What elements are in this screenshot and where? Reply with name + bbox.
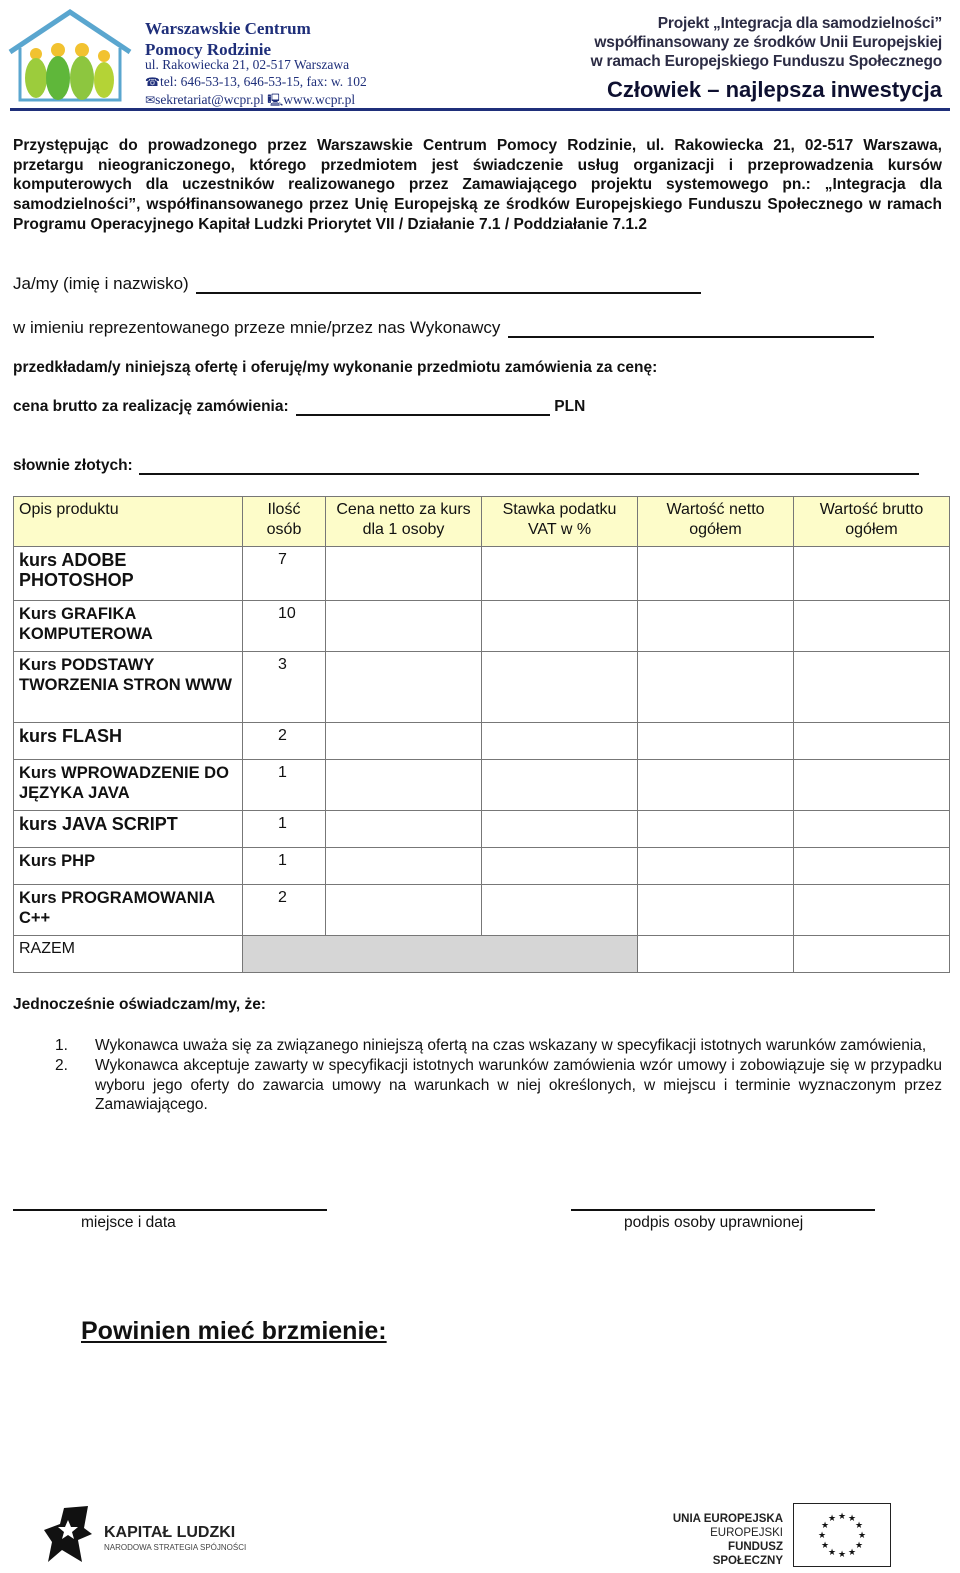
project-info [591,14,942,71]
list-item-number: 1. [55,1037,68,1054]
wcpr-logo [6,8,134,106]
eu-line1: UNIA EUROPEJSKA [672,1513,783,1525]
eu-flag [793,1503,891,1567]
list-item [13,1036,942,1056]
signature-label: podpis osoby uprawnionej [624,1214,804,1231]
svg-text:★: ★ [857,1531,867,1541]
vat-cell[interactable] [482,848,638,885]
svg-text:★: ★ [854,1521,864,1531]
words-row [13,457,919,475]
org-phone: tel: 646-53-13, 646-53-15, fax: w. 102 [159,74,367,89]
name-label: Ja/my (imię i nazwisko) [13,274,189,293]
signature-line[interactable] [571,1209,875,1211]
contractor-label: w imieniu reprezentowanego przeze mnie/przez nas Wykonawcy [13,318,501,337]
svg-text:★: ★ [817,1531,827,1541]
table-row [14,723,950,760]
project-line2: współfinansowany ze środków Unii Europejskiej [594,34,942,51]
eu-line2: EUROPEJSKI [710,1527,783,1539]
table-header-row [14,497,950,547]
net-price-cell[interactable] [326,848,482,885]
phone-icon: ☎ [145,75,160,89]
net-price-cell[interactable] [326,601,482,652]
kapital-ludzki-logo [44,1506,264,1566]
list-item [13,1056,942,1115]
kl-title: KAPITAŁ LUDZKI [104,1524,236,1541]
svg-text:★: ★ [847,1514,857,1524]
project-line3: w ramach Europejskiego Funduszu Społecznego [590,53,942,70]
vat-cell[interactable] [482,811,638,848]
table-row [14,547,950,601]
gross-total-cell[interactable] [794,601,950,652]
gross-total-cell[interactable] [794,848,950,885]
net-total-cell[interactable] [638,848,794,885]
net-total-cell[interactable] [638,885,794,936]
gross-total-cell[interactable] [794,652,950,723]
product-qty: 3 [243,652,326,723]
net-price-cell[interactable] [326,723,482,760]
product-qty: 1 [243,760,326,811]
gross-price-field[interactable] [296,398,550,416]
vat-cell[interactable] [482,601,638,652]
gross-total-cell[interactable] [794,760,950,811]
vat-cell[interactable] [482,652,638,723]
header-product: Opis produktu [14,497,243,547]
header-net-total: Wartość netto ogółem [638,497,794,547]
table-row [14,652,950,723]
currency-label: PLN [554,398,586,415]
org-name [145,18,311,60]
contractor-field[interactable] [508,318,874,338]
header-qty: Ilość osób [243,497,326,547]
table-row [14,601,950,652]
net-price-cell[interactable] [326,885,482,936]
contractor-field-row [13,318,874,338]
net-total-cell[interactable] [638,811,794,848]
org-email[interactable]: sekretariat@wcpr.pl [155,92,264,107]
net-price-cell[interactable] [326,811,482,848]
mail-icon: ✉ [145,93,156,107]
product-name: Kurs PROGRAMOWANIA C++ [14,885,243,936]
gross-total-cell[interactable] [794,547,950,601]
name-field-row [13,274,701,294]
words-field[interactable] [139,457,919,475]
product-qty: 2 [243,723,326,760]
net-price-cell[interactable] [326,760,482,811]
gross-price-row [13,398,585,416]
declaration-title: Jednocześnie oświadczam/my, że: [13,996,266,1013]
total-disabled-cell [243,936,638,973]
org-contact [145,56,367,109]
eu-text [655,1512,783,1568]
svg-text:★: ★ [820,1541,830,1551]
list-item-text: Wykonawca akceptuje zawarty w specyfikacji istotnych warunków zamówienia wzór umowy i zobowiązuje się w przypadku wyboru jego oferty do zawarcia umowy na warunkach w niej określonych, w miejscu i terminie wyznaczonym przez Zamawiającego. [95,1056,942,1114]
product-name: Kurs PODSTAWY TWORZENIA STRON WWW [14,652,243,723]
table-row [14,885,950,936]
eu-stars-icon [794,1504,890,1566]
total-gross-cell[interactable] [794,936,950,973]
gross-total-cell[interactable] [794,885,950,936]
vat-cell[interactable] [482,723,638,760]
net-total-cell[interactable] [638,547,794,601]
vat-cell[interactable] [482,547,638,601]
words-label: słownie złotych: [13,457,133,474]
table-row [14,848,950,885]
product-qty: 7 [243,547,326,601]
svg-text:★: ★ [837,1550,847,1560]
list-item-text: Wykonawca uważa się za związanego niniejszą ofertą na czas wskazany w specyfikacji istotnych warunków zamówienia, [95,1037,927,1054]
intro-paragraph: Przystępując do prowadzonego przez Warszawskie Centrum Pomocy Rodzinie, ul. Rakowiecka 21, 02-517 Warszawa, przetargu nieograniczonego, którego przedmiotem jest świadczenie usług organizacji i przeprowadzenia kursów komputerowych dla uczestników realizowanego przez Zamawiającego projektu systemowego pn.: „Integracja dla samodzielności”, współfinansowanego przez Unię Europejską ze środków Europejskiego Funduszu Społecznego w ramach Programu Operacyjnego Kapitał Ludzki Priorytet VII / Działanie 7.1 / Poddziałanie 7.1.2 [13,137,942,233]
product-name: kurs JAVA SCRIPT [14,811,243,848]
slogan: Człowiek – najlepsza inwestycja [606,77,942,102]
product-qty: 10 [243,601,326,652]
svg-text:★: ★ [820,1521,830,1531]
net-price-cell[interactable] [326,547,482,601]
net-total-cell[interactable] [638,723,794,760]
place-date-line[interactable] [13,1209,327,1211]
net-total-cell[interactable] [638,601,794,652]
vat-cell[interactable] [482,760,638,811]
product-name: Kurs GRAFIKA KOMPUTEROWA [14,601,243,652]
product-name: Kurs WPROWADZENIE DO JĘZYKA JAVA [14,760,243,811]
total-net-cell[interactable] [638,936,794,973]
gross-total-cell[interactable] [794,723,950,760]
net-total-cell[interactable] [638,760,794,811]
header-divider [10,108,950,111]
product-qty: 2 [243,885,326,936]
product-name: Kurs PHP [14,848,243,885]
project-line1: Projekt „Integracja dla samodzielności” [657,15,942,32]
org-address: ul. Rakowiecka 21, 02-517 Warszawa [145,57,350,72]
house-family-logo-icon [6,8,134,106]
should-read-heading: Powinien mieć brzmienie: [81,1317,387,1345]
svg-text:★: ★ [847,1548,857,1558]
svg-text:★: ★ [837,1512,847,1522]
org-website[interactable]: www.wcpr.pl [283,92,356,107]
svg-text:★: ★ [827,1514,837,1524]
computer-icon: 🖳 [267,93,284,107]
kl-subtitle: NARODOWA STRATEGIA SPÓJNOŚCI [104,1543,247,1552]
product-name: kurs ADOBE PHOTOSHOP [14,547,243,601]
org-name-line1: Warszawskie Centrum [145,19,311,38]
place-date-label: miejsce i data [81,1214,176,1231]
gross-total-cell[interactable] [794,811,950,848]
total-label: RAZEM [14,936,243,973]
offer-text: przedkładam/y niniejszą ofertę i oferuję/my wykonanie przedmiotu zamówienia za cenę: [13,359,658,376]
product-qty: 1 [243,848,326,885]
gross-price-label: cena brutto za realizację zamówienia: [13,398,289,415]
vat-cell[interactable] [482,885,638,936]
product-name: kurs FLASH [14,723,243,760]
org-name-line2: Pomocy Rodzinie [145,40,272,59]
price-table [13,496,950,973]
svg-text:★: ★ [827,1548,837,1558]
declaration-list [13,1036,942,1115]
table-row [14,760,950,811]
total-row [14,936,950,973]
svg-text:★: ★ [854,1541,864,1551]
header-net-price: Cena netto za kurs dla 1 osoby [326,497,482,547]
product-qty: 1 [243,811,326,848]
name-field[interactable] [196,274,701,294]
header-vat-rate: Stawka podatku VAT w % [482,497,638,547]
list-item-number: 2. [55,1056,68,1074]
net-price-cell[interactable] [326,652,482,723]
table-row [14,811,950,848]
eu-line3: FUNDUSZ SPOŁECZNY [712,1541,783,1567]
net-total-cell[interactable] [638,652,794,723]
header-gross-total: Wartość brutto ogółem [794,497,950,547]
kapital-ludzki-icon [44,1506,94,1564]
